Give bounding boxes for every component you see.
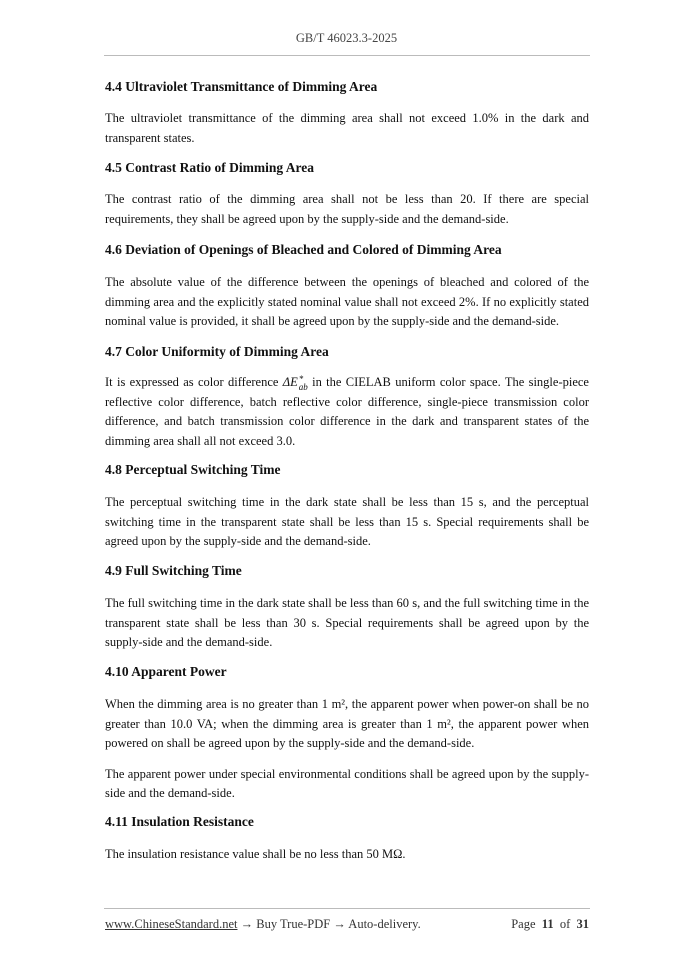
- document-header: GB/T 46023.3-2025: [295, 31, 398, 45]
- section-paragraph: The ultraviolet transmittance of the dimming area shall not exceed 1.0% in the dark and transparent states.: [105, 111, 589, 145]
- delta-e-symbol: ΔE: [282, 375, 298, 389]
- section-heading: 4.10 Apparent Power: [105, 664, 227, 679]
- section-4-4: [105, 78, 589, 148]
- footer-text: → Buy True-PDF → Auto-delivery.: [237, 917, 421, 931]
- section-4-7: [105, 343, 589, 451]
- section-4-8: [105, 461, 589, 552]
- section-heading: 4.8 Perceptual Switching Time: [105, 462, 281, 477]
- paragraph-text: It is expressed as color difference: [105, 375, 283, 389]
- page-label: Page: [511, 917, 536, 931]
- section-4-9: [105, 562, 589, 653]
- paragraph-text: in the CIELAB uniform color space. The single-piece reflective color difference, batch reflective color difference, single-piece transmission color difference, and batch transmission color difference in the dark and transparent states of the dimming area shall all not exceed 3.0.: [105, 375, 589, 448]
- section-paragraph: The full switching time in the dark state shall be less than 60 s, and the full switching time in the transparent state shall be less than 30 s. Special requirements shall be agreed upon by the supply-side and the demand-side.: [105, 596, 589, 650]
- section-heading: 4.5 Contrast Ratio of Dimming Area: [105, 160, 314, 175]
- symbol-subscript: ab: [298, 382, 308, 393]
- symbol-superscript: *: [298, 374, 304, 385]
- section-4-10: [105, 663, 589, 804]
- section-4-5: [105, 159, 589, 229]
- total-pages: 31: [576, 917, 589, 931]
- section-4-11: [105, 813, 589, 865]
- section-paragraph: [105, 373, 589, 451]
- section-paragraph: When the dimming area is no greater than 1 m², the apparent power when power-on shall be no greater than 10.0 VA; when the dimming area is greater than 1 m², the apparent power when powered on shall be agreed upon by the supply-side and the demand-side.: [105, 697, 589, 751]
- section-heading: 4.11 Insulation Resistance: [105, 814, 254, 829]
- of-label: of: [559, 917, 571, 931]
- website-link[interactable]: www.ChineseStandard.net: [105, 917, 238, 931]
- footer-divider: [104, 908, 590, 909]
- header-divider: [104, 55, 590, 56]
- section-heading: 4.7 Color Uniformity of Dimming Area: [105, 344, 329, 359]
- section-paragraph: The contrast ratio of the dimming area shall not be less than 20. If there are special requirements, they shall be agreed upon by the supply-side and the demand-side.: [105, 192, 589, 226]
- page-footer: [105, 917, 589, 932]
- page-number: 11: [541, 917, 554, 931]
- page-indicator: [511, 917, 589, 932]
- section-paragraph: The perceptual switching time in the dark state shall be less than 15 s, and the perceptual switching time in the transparent state shall be less than 15 s. Special requirements shall be agreed upon by the supply-side and the demand-side.: [105, 495, 589, 549]
- section-4-6: [105, 241, 589, 332]
- section-heading: 4.6 Deviation of Openings of Bleached and Colored of Dimming Area: [105, 242, 502, 257]
- section-paragraph: The apparent power under special environmental conditions shall be agreed upon by the supply-side and the demand-side.: [105, 766, 589, 801]
- section-heading: 4.4 Ultraviolet Transmittance of Dimming Area: [105, 79, 378, 94]
- section-paragraph: The insulation resistance value shall be no less than 50 MΩ.: [105, 847, 406, 861]
- section-paragraph: The absolute value of the difference between the openings of bleached and colored of the dimming area and the explicitly stated nominal value shall not exceed 2%. If no explicitly stated nominal value is provided, it shall be agreed upon by the supply-side and the demand-side.: [105, 275, 589, 329]
- footer-promo: [105, 917, 421, 932]
- section-heading: 4.9 Full Switching Time: [105, 563, 242, 578]
- symbol-scripts: [299, 375, 308, 391]
